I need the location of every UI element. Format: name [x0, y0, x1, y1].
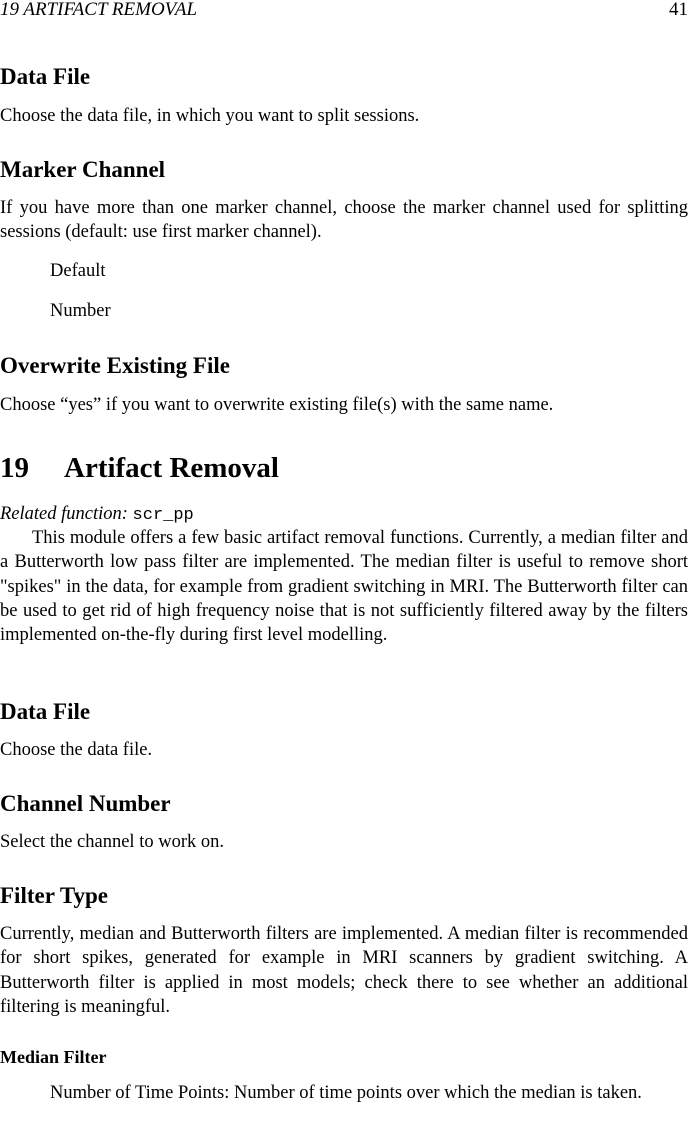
- related-function-name: scr_pp: [132, 506, 194, 525]
- chapter-intro-paragraph: This module offers a few basic artifact removal functions. Currently, a median filter and a Butterworth low pass filter are implemented. The median filter is useful to remove short "spikes" in the data, for example from gradient switching in MRI. The Butterworth filter can be used to get rid of high frequency noise that is not sufficiently filtered away by the filters implemented on-the-fly during first level modelling.: [0, 528, 688, 646]
- section-title-marker-channel: Marker Channel: [0, 157, 166, 182]
- section-title-overwrite: Overwrite Existing File: [0, 353, 230, 378]
- paragraph-channel-number: Select the channel to work on.: [0, 832, 224, 852]
- chapter-number: 19: [0, 452, 29, 484]
- section-title-channel-number: Channel Number: [0, 791, 171, 816]
- chapter-heading: [0, 452, 279, 484]
- page-number: 41: [669, 0, 688, 20]
- subsection-title-median-filter: Median Filter: [0, 1047, 107, 1067]
- paragraph-overwrite: Choose “yes” if you want to overwrite existing file(s) with the same name.: [0, 395, 554, 415]
- running-title: 19 ARTIFACT REMOVAL: [0, 0, 198, 20]
- paragraph-median-filter: Number of Time Points: Number of time points over which the median is taken.: [50, 1083, 642, 1103]
- paragraph-marker-channel: If you have more than one marker channel, choose the marker channel used for splitting sessions (default: use first marker channel).: [0, 198, 688, 243]
- chapter-title: Artifact Removal: [64, 452, 279, 484]
- option-default: Default: [50, 261, 106, 281]
- paragraph-data-file: Choose the data file, in which you want to split sessions.: [0, 106, 420, 126]
- option-number: Number: [50, 301, 111, 321]
- paragraph-filter-type: Currently, median and Butterworth filters are implemented. A median filter is recommended for short spikes, generated for example in MRI scanners by gradient switching. A Butterworth filter is applied in most models; check there to see whether an additional filtering is meaningful.: [0, 924, 688, 1017]
- paragraph-data-file-2: Choose the data file.: [0, 740, 153, 760]
- running-head: [0, 0, 688, 22]
- section-title-data-file: Data File: [0, 64, 91, 89]
- related-function-label: Related function:: [0, 504, 128, 524]
- section-title-data-file-2: Data File: [0, 699, 91, 724]
- section-title-filter-type: Filter Type: [0, 883, 108, 908]
- related-function-line: [0, 502, 688, 528]
